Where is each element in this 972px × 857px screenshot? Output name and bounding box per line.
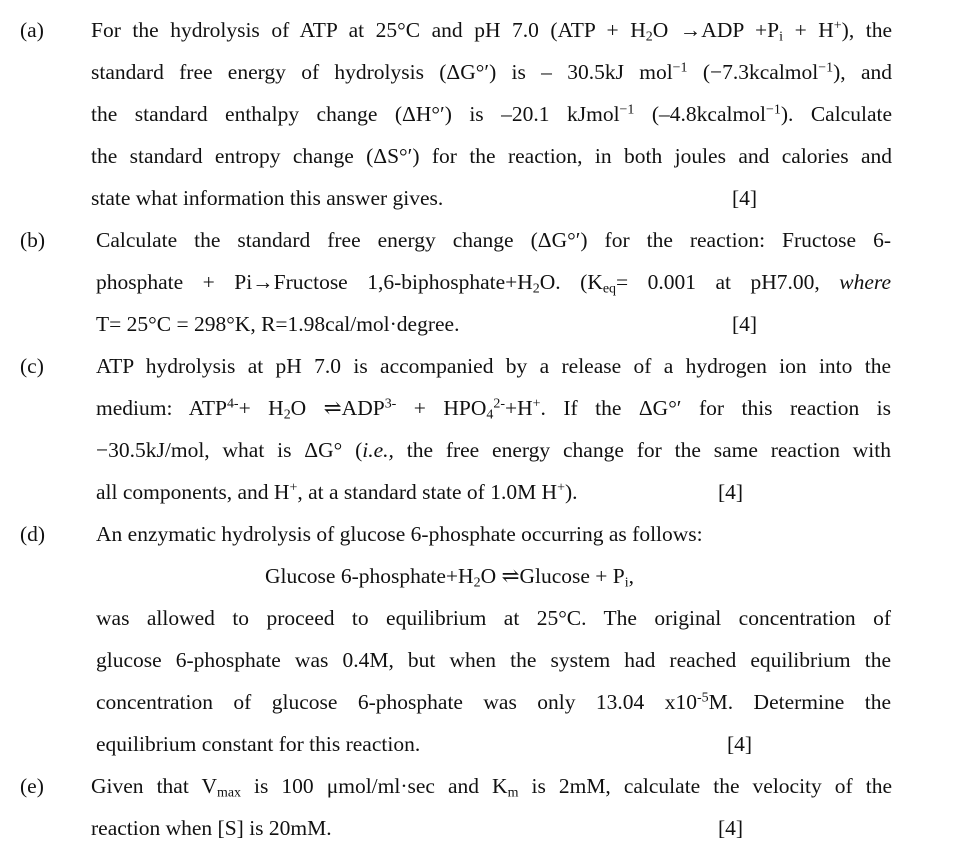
- question-label-b: (b): [20, 228, 46, 252]
- question-d-line-4: equilibrium constant for this reaction.: [96, 732, 421, 756]
- question-c-line-4: all components, and H+, at a standard state of 1.0M H+).: [96, 480, 578, 504]
- question-a-line-2: standard free energy of hydrolysis (ΔG°′) is – 30.5kJ mol$^{-1}$ (−7.3kcalmol$^{-1}$), and: [91, 60, 892, 84]
- question-a-line-3: the standard enthalpy change (ΔH°′) is –20.1 kJmol$^{-1}$ (–4.8kcalmol$^{-1}$). Calculate: [91, 102, 892, 126]
- question-d-intro: An enzymatic hydrolysis of glucose 6-phosphate occurring as follows:: [96, 522, 703, 546]
- question-d-line-2: glucose 6-phosphate was 0.4M, but when the system had reached equilibrium the: [96, 648, 891, 672]
- marks-b: [4]: [732, 312, 758, 336]
- question-e-line-1: Given that $V_{max}$ is 100 μmol/ml·sec and $K_m$ is 2mM, calculate the velocity of the: [91, 774, 893, 801]
- question-b-line-2: phosphate + Pi→Fructose $1,6-biphosphate+H_2O$. ($K_{eq}= 0.001$ at pH7.00, where: [96, 270, 891, 297]
- question-a-line-4: the standard entropy change (ΔS°′) for the reaction, in both joules and calories and: [91, 144, 892, 168]
- marks-d: [4]: [727, 732, 753, 756]
- question-a-line-1: For the hydrolysis of ATP at 25°C and pH 7.0 $(ATP + H_2O \to ADP +P_i + H^+)$, the: [91, 18, 892, 45]
- question-c-line-1: ATP hydrolysis at pH 7.0 is accompanied by a release of a hydrogen ion into the: [96, 354, 891, 378]
- question-c-line-3: −30.5kJ/mol, what is ΔG° (i.e., the free energy change for the same reaction with: [96, 438, 892, 462]
- marks-c: [4]: [718, 480, 744, 504]
- question-label-e: (e): [20, 774, 44, 798]
- question-d-equation: Glucose $6-phosphate+H_2O$ ⇌Glucose + $P_i$,: [265, 564, 635, 591]
- marks-a: [4]: [732, 186, 758, 210]
- question-a-line-5: state what information this answer gives.: [91, 186, 444, 210]
- question-d-line-1: was allowed to proceed to equilibrium at 25°C. The original concentration of: [96, 606, 891, 630]
- marks-e: [4]: [718, 816, 744, 840]
- question-d-line-3: concentration of glucose 6-phosphate was only 13.04 $x10^{-5}M$. Determine the: [96, 690, 891, 714]
- question-e-line-2: reaction when [S] is 20mM.: [91, 816, 332, 840]
- question-c-line-2: medium: $ATP^{4-}+ H_2O$ $\rightleftharpoons ADP^{3-} + HPO_4^{2-}+H^+$. If the ΔG°′ for this reaction is: [96, 396, 892, 423]
- question-b-line-3: T= 25°C = 298°K, R=1.98cal/mol·degree.: [96, 312, 460, 336]
- question-label-d: (d): [20, 522, 46, 546]
- question-b-line-1: Calculate the standard free energy change (ΔG°′) for the reaction: Fructose 6-: [96, 228, 891, 252]
- question-label-c: (c): [20, 354, 44, 378]
- question-label-a: (a): [20, 18, 44, 42]
